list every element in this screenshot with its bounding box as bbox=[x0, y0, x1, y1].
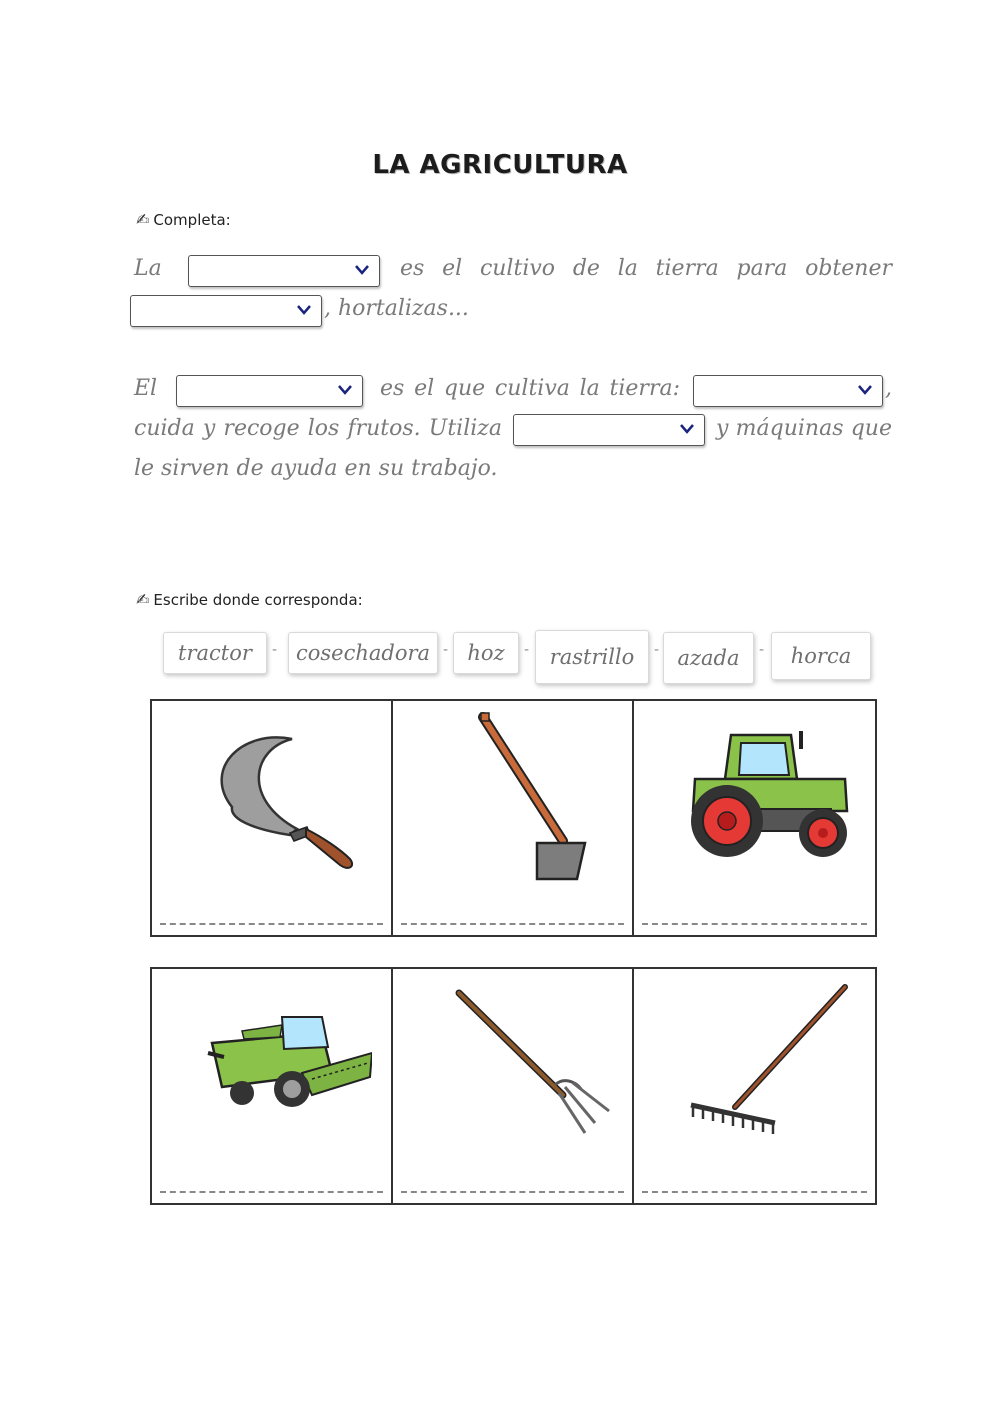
rake-icon bbox=[655, 977, 855, 1157]
chevron-down-icon bbox=[680, 424, 694, 434]
dropdown-1[interactable] bbox=[188, 255, 380, 287]
p1-word-la: La bbox=[134, 256, 162, 281]
chevron-down-icon bbox=[355, 265, 369, 275]
tractor-icon bbox=[655, 709, 855, 889]
pitchfork-icon bbox=[413, 977, 613, 1157]
p2-comma: , bbox=[885, 376, 892, 401]
grid-cell-hoe bbox=[393, 701, 634, 935]
pencil-icon: ✍ bbox=[136, 210, 150, 229]
answer-drop-zone-1[interactable] bbox=[158, 901, 385, 931]
answer-drop-zone-4[interactable] bbox=[158, 1169, 385, 1199]
grid-cell-combine bbox=[152, 969, 393, 1203]
p1-text-2: , hortalizas... bbox=[324, 296, 469, 321]
answer-drop-zone-2[interactable] bbox=[399, 901, 626, 931]
grid-cell-tractor bbox=[634, 701, 875, 935]
chevron-down-icon bbox=[338, 385, 352, 395]
grid-cell-pitchfork bbox=[393, 969, 634, 1203]
separator: - bbox=[759, 642, 765, 658]
answer-drop-zone-3[interactable] bbox=[640, 901, 869, 931]
word-chip-cosechadora[interactable]: cosechadora bbox=[288, 632, 438, 674]
page-title: LA AGRICULTURA bbox=[372, 150, 628, 180]
pencil-icon: ✍ bbox=[136, 590, 150, 609]
separator: - bbox=[524, 642, 530, 658]
write-instruction-label: Escribe donde corresponda: bbox=[153, 590, 363, 609]
word-chip-tractor[interactable]: tractor bbox=[163, 632, 267, 674]
hoe-icon bbox=[413, 709, 613, 889]
word-chip-horca[interactable]: horca bbox=[771, 632, 871, 680]
word-chip-azada[interactable]: azada bbox=[663, 632, 754, 684]
image-grid-row-2 bbox=[150, 967, 877, 1205]
p2-word-el: El bbox=[134, 376, 158, 401]
p2-text-4: le sirven de ayuda en su trabajo. bbox=[134, 456, 498, 481]
p1-text-1: es el cultivo de la tierra para obtener bbox=[400, 256, 892, 281]
answer-drop-zone-6[interactable] bbox=[640, 1169, 869, 1199]
image-grid-row-1 bbox=[150, 699, 877, 937]
p2-text-2: cuida y recoge los frutos. Utiliza bbox=[134, 416, 502, 441]
grid-cell-rake bbox=[634, 969, 875, 1203]
dropdown-2[interactable] bbox=[130, 295, 322, 327]
dropdown-3[interactable] bbox=[176, 375, 363, 407]
write-instruction bbox=[136, 590, 363, 609]
complete-instruction-label: Completa: bbox=[153, 210, 231, 229]
separator: - bbox=[443, 642, 449, 658]
p2-text-3: y máquinas que bbox=[716, 416, 892, 441]
p2-text-1: es el que cultiva la tierra: bbox=[380, 376, 680, 401]
combine-harvester-icon bbox=[172, 977, 372, 1157]
sickle-icon bbox=[172, 709, 372, 889]
chevron-down-icon bbox=[858, 385, 872, 395]
complete-instruction bbox=[136, 210, 231, 229]
chevron-down-icon bbox=[297, 305, 311, 315]
dropdown-4[interactable] bbox=[693, 375, 883, 407]
separator: - bbox=[654, 642, 660, 658]
separator: - bbox=[272, 642, 278, 658]
grid-cell-sickle bbox=[152, 701, 393, 935]
word-chip-hoz[interactable]: hoz bbox=[453, 632, 519, 674]
word-chip-rastrillo[interactable]: rastrillo bbox=[535, 630, 649, 684]
answer-drop-zone-5[interactable] bbox=[399, 1169, 626, 1199]
dropdown-5[interactable] bbox=[513, 414, 705, 446]
